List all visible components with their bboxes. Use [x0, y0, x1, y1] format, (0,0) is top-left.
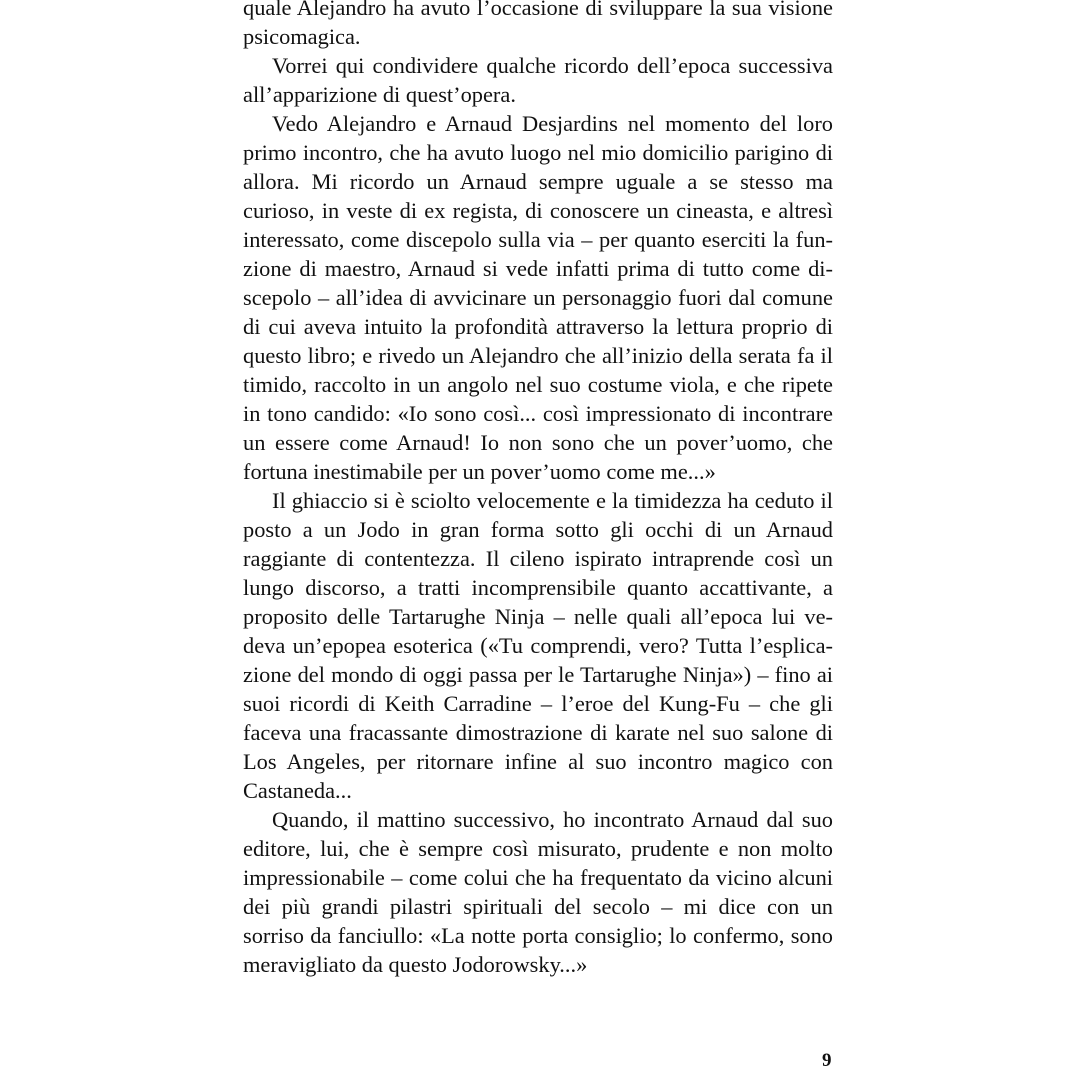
paragraph: Vedo Alejandro e Arnaud Desjardins nel momento del loro primo incontro, che ha avuto luogo nel mio domicilio parigino di allora. Mi ricordo un Arnaud sempre uguale a se stesso ma curioso, in veste di ex regista, di conoscere un cineasta, e altresì interessato, come discepolo sulla via – per quanto eserciti la funzione di maestro, Arnaud si vede infatti prima di tutto come discepolo – all’idea di avvicinare un personaggio fuori dal comune di cui aveva intuito la profondità attraverso la lettura proprio di questo libro; e rivedo un Alejandro che all’inizio della serata fa il timido, raccolto in un angolo nel suo costume viola, e che ripete in tono candido: «Io sono così... così impressionato di incontrare un essere come Arnaud! Io non sono che un pover’uomo, che fortuna inestimabile per un pover’uomo come me...» — [243, 111, 833, 484]
paragraph: Vorrei qui condividere qualche ricordo dell’epoca successiva all’apparizione di quest’opera. — [243, 53, 833, 107]
body-text — [243, 0, 833, 979]
paragraph: Il ghiaccio si è sciolto velocemente e la timidezza ha ceduto il posto a un Jodo in gran forma sotto gli occhi di un Arnaud raggiante di contentezza. Il cileno ispirato intraprende così un lungo discorso, a tratti incomprensibile quanto accattivante, a proposito delle Tartarughe Ninja – nelle quali all’epoca lui vedeva un’epopea esoterica («Tu comprendi, vero? Tutta l’esplicazione del mondo di oggi passa per le Tartarughe Ninja») – fino ai suoi ricordi di Keith Carradine – l’eroe del Kung-Fu – che gli faceva una fracassante dimostrazione di karate nel suo salone di Los Angeles, per ritornare infine al suo incontro magico con Castaneda... — [243, 488, 833, 803]
page-number: 9 — [822, 1050, 832, 1071]
paragraph-continued: quale Alejandro ha avuto l’occasione di sviluppare la sua visione psicomagica. — [243, 0, 833, 49]
paragraph: Quando, il mattino successivo, ho incontrato Arnaud dal suo editore, lui, che è sempre così misurato, prudente e non molto impressionabile – come colui che ha frequentato da vicino alcuni dei più grandi pilastri spirituali del secolo – mi dice con un sorriso da fanciullo: «La notte porta consiglio; lo confermo, sono meravigliato da questo Jodorowsky...» — [243, 807, 833, 977]
